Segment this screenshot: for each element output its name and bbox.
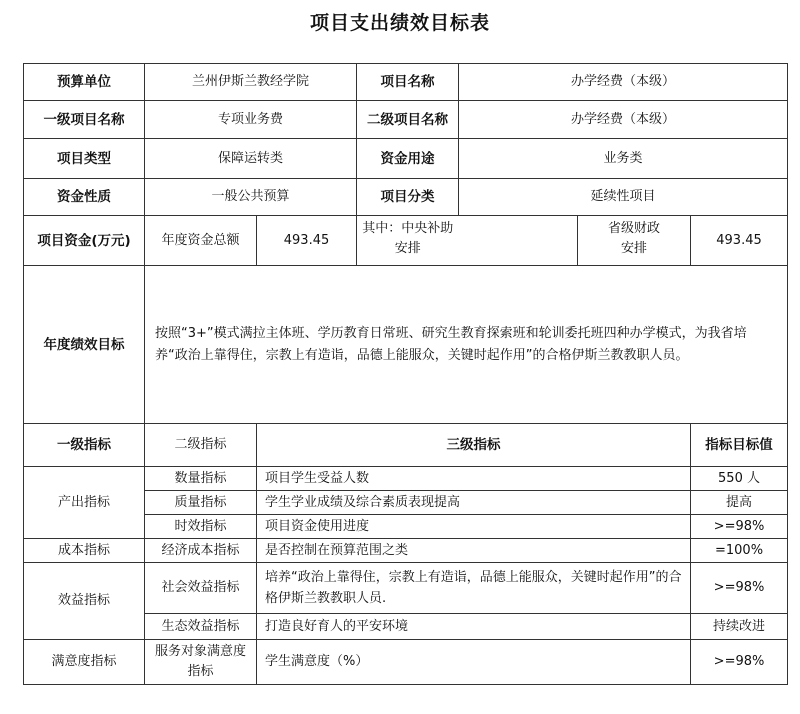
fund-use-label: 资金用途: [357, 139, 459, 179]
level3-cell: 学生满意度（%）: [257, 640, 691, 685]
header-level1: 一级指标: [24, 424, 145, 467]
table-row: [24, 467, 788, 491]
annual-total-label: 年度资金总额: [145, 216, 257, 266]
target-cell: >=98%: [691, 640, 788, 685]
output-indicator-label: 产出指标: [24, 467, 145, 539]
annual-goal-text: 按照“3+”模式满拉主体班、学历教育日常班、研究生教育探索班和轮训委托班四种办学模式，为我省培养“政治上靠得住，宗教上有造诣，品德上能服众，关键时起作用”的合格伊斯兰教教职人员。: [145, 266, 788, 424]
level2-cell: 生态效益指标: [145, 614, 257, 640]
annual-goal-label: 年度绩效目标: [24, 266, 145, 424]
level2-cell: 经济成本指标: [145, 539, 257, 563]
cost-indicator-label: 成本指标: [24, 539, 145, 563]
info-row-4: [24, 179, 788, 216]
level1-name-label: 一级项目名称: [24, 101, 145, 139]
level3-cell: 打造良好育人的平安环境: [257, 614, 691, 640]
page-title: 项目支出绩效目标表: [309, 12, 490, 34]
header-level3: 三级指标: [257, 424, 691, 467]
central-subsidy-value: [459, 216, 578, 266]
target-cell: >=98%: [691, 515, 788, 539]
target-cell: >=98%: [691, 563, 788, 614]
central-subsidy-label-line1: 其中：中央补助: [362, 221, 454, 236]
level2-cell: 数量指标: [145, 467, 257, 491]
funds-label: 项目资金(万元): [24, 216, 145, 266]
target-cell: 550 人: [691, 467, 788, 491]
satisfaction-indicator-label: 满意度指标: [24, 640, 145, 685]
indicator-header-row: [24, 424, 788, 467]
table-row: [24, 539, 788, 563]
provincial-finance-label-line2: 安排: [621, 241, 648, 256]
level3-cell: 学生学业成绩及综合素质表现提高: [257, 491, 691, 515]
level2-cell: 质量指标: [145, 491, 257, 515]
info-row-1: [24, 64, 788, 101]
fund-nature-label: 资金性质: [24, 179, 145, 216]
target-cell: 提高: [691, 491, 788, 515]
provincial-finance-label-line1: 省级财政: [608, 221, 661, 236]
fund-use-value: 业务类: [459, 139, 788, 179]
annual-total-value: 493.45: [257, 216, 357, 266]
level2-name-label: 二级项目名称: [357, 101, 459, 139]
project-category-label: 项目分类: [357, 179, 459, 216]
level3-cell: 项目资金使用进度: [257, 515, 691, 539]
table-row: [24, 563, 788, 614]
header-level2: 二级指标: [145, 424, 257, 467]
budget-unit-value: 兰州伊斯兰教经学院: [145, 64, 357, 101]
provincial-finance-label: [578, 216, 691, 266]
table-row: [24, 640, 788, 685]
target-cell: =100%: [691, 539, 788, 563]
central-subsidy-label: [357, 216, 459, 266]
project-name-label: 项目名称: [357, 64, 459, 101]
project-type-label: 项目类型: [24, 139, 145, 179]
provincial-finance-value: 493.45: [691, 216, 788, 266]
level2-cell: 社会效益指标: [145, 563, 257, 614]
annual-goal-row: [24, 266, 788, 424]
benefit-indicator-label: 效益指标: [24, 563, 145, 640]
level2-cell: 服务对象满意度指标: [145, 640, 257, 685]
project-type-value: 保障运转类: [145, 139, 357, 179]
header-target: 指标目标值: [691, 424, 788, 467]
level2-cell: 时效指标: [145, 515, 257, 539]
level1-name-value: 专项业务费: [145, 101, 357, 139]
info-row-3: [24, 139, 788, 179]
fund-nature-value: 一般公共预算: [145, 179, 357, 216]
performance-target-table: [23, 63, 788, 685]
target-cell: 持续改进: [691, 614, 788, 640]
level3-cell: 项目学生受益人数: [257, 467, 691, 491]
level3-cell: 培养“政治上靠得住，宗教上有造诣，品德上能服众，关键时起作用”的合格伊斯兰教教职人员.: [257, 563, 691, 614]
level2-name-value: 办学经费（本级）: [459, 101, 788, 139]
project-category-value: 延续性项目: [459, 179, 788, 216]
budget-unit-label: 预算单位: [24, 64, 145, 101]
level3-cell: 是否控制在预算范围之类: [257, 539, 691, 563]
central-subsidy-label-line2: 安排: [394, 241, 421, 256]
info-row-2: [24, 101, 788, 139]
project-name-value: 办学经费（本级）: [459, 64, 788, 101]
funds-row: [24, 216, 788, 266]
